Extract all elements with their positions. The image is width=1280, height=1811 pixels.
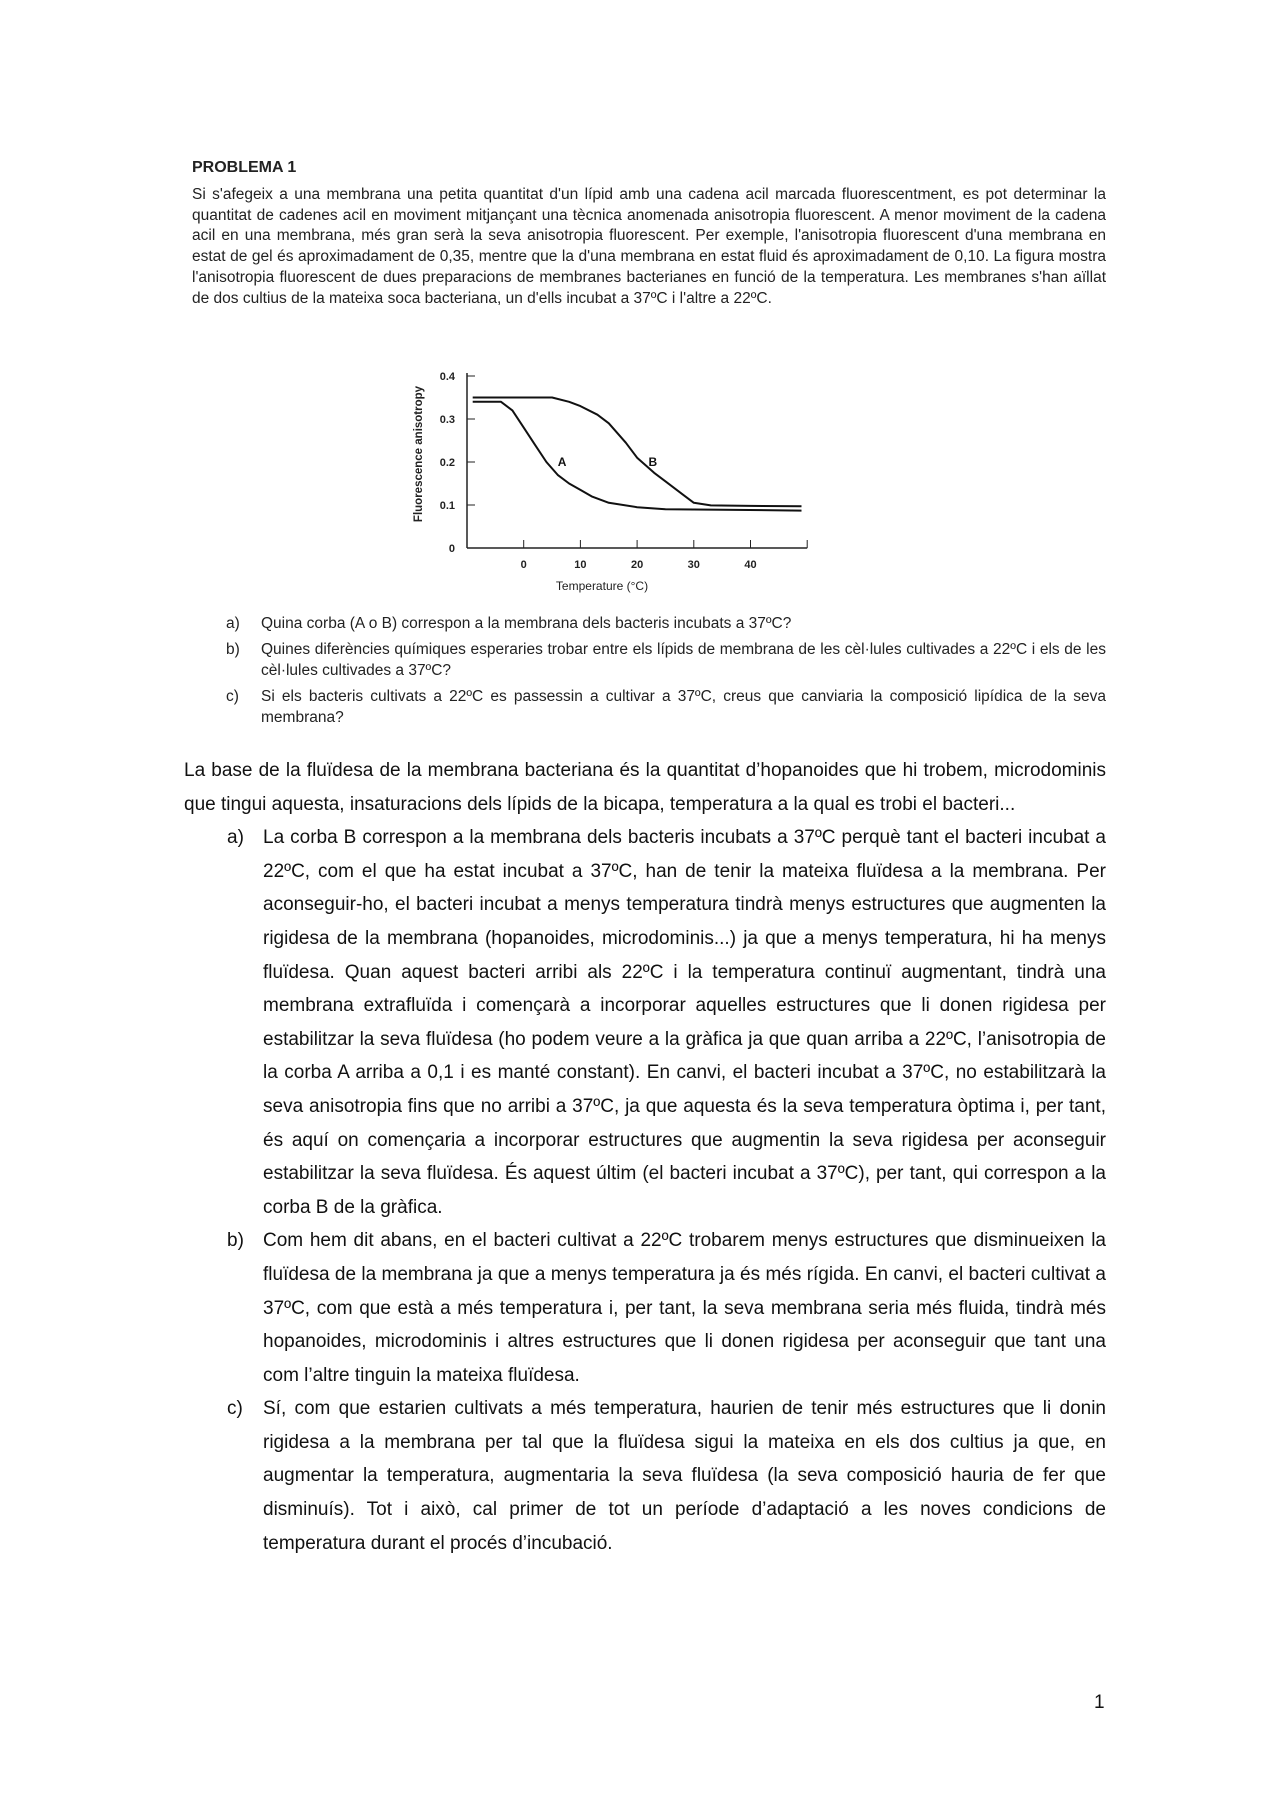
y-tick-label: 0.4 — [439, 371, 455, 383]
question-item — [226, 686, 1106, 728]
x-axis-label: Temperature (°C) — [555, 579, 649, 593]
answer-label: b) — [227, 1230, 244, 1252]
question-item — [226, 639, 1106, 681]
answer-text: La corba B correspon a la membrana dels bacteris incubats a 37ºC perquè tant el bacteri incubat a 22ºC, com el que ha estat incubat a 37ºC, han de tenir la mateixa fluïdesa a la membrana. Per aconseguir-ho, el bacteri incubat a menys temperatura tindrà menys estructures que augmenten la rigidesa de la membrana (hopanoides, microdominis...) ja que a menys temperatura, hi ha menys fluïdesa. Quan aquest bacteri arribi als 22ºC i la temperatura continuï augmentant, tindrà una membrana extrafluïda i començarà a incorporar aquelles estructures que li donen rigidesa per estabilitzar la seva fluïdesa (ho podem veure a la gràfica ja que quan arriba a 22ºC, l’anisotropia de la corba A arriba a 0,1 i es manté constant). En canvi, el bacteri incubat a 37ºC, no estabilitzarà la seva anisotropia fins que no arribi a 37ºC, ja que aquesta és la seva temperatura òptima i, per tant, és aquí on començaria a incorporar estructures que augmentin la seva rigidesa per aconseguir estabilitzar la seva fluïdesa. És aquest últim (el bacteri incubat a 37ºC), per tant, qui correspon a la corba B de la gràfica. — [263, 827, 1106, 1218]
question-item — [226, 613, 1106, 634]
anisotropy-chart — [390, 360, 830, 610]
answer-item — [184, 821, 1106, 1224]
question-label: a) — [226, 615, 240, 632]
answer-item — [184, 1392, 1106, 1560]
curve-label-b: B — [648, 455, 658, 469]
answer-text: Sí, com que estarien cultivats a més temperatura, haurien de tenir més estructures que li donin rigidesa a la membrana per tal que la fluïdesa sigui la mateixa en els dos cultius ja que, en augmentar la temperatura, augmentaria la seva fluïdesa (la seva composició hauria de fer que disminuís). Tot i això, cal primer de tot un període d’adaptació a les noves condicions de temperatura durant el procés d’incubació. — [263, 1398, 1106, 1554]
problem-statement — [192, 158, 1106, 310]
x-tick-label: 30 — [687, 559, 700, 571]
answer-label: c) — [227, 1398, 243, 1420]
y-tick-label: 0.3 — [439, 414, 455, 426]
answer-item — [184, 1224, 1106, 1392]
question-text: Quines diferències químiques esperaries trobar entre els lípids de membrana de les cèl·lules cultivades a 22ºC i els de les cèl·lules cultivades a 37ºC? — [261, 641, 1106, 679]
answer-text: Com hem dit abans, en el bacteri cultivat a 22ºC trobarem menys estructures que disminueixen la fluïdesa de la membrana ja que a menys temperatura ja és més rígida. En canvi, el bacteri cultivat a 37ºC, com que està a més temperatura i, per tant, la seva membrana seria més fluida, tindrà més hopanoides, microdominis i altres estructures que li donen rigidesa per aconseguir que tant una com l’altre tinguin la mateixa fluïdesa. — [263, 1230, 1106, 1386]
curve-b — [473, 398, 802, 507]
page-number: 1 — [1094, 1692, 1105, 1713]
y-tick-label: 0.2 — [439, 457, 455, 469]
question-list — [226, 613, 1106, 733]
answer-section — [184, 754, 1106, 1560]
y-tick-label: 0 — [448, 543, 455, 555]
y-axis-label: Fluorescence anisotropy — [413, 385, 425, 523]
x-tick-label: 20 — [630, 559, 644, 571]
curve-label-a: A — [557, 455, 567, 469]
problem-title: PROBLEMA 1 — [192, 159, 297, 176]
answer-label: a) — [227, 827, 244, 849]
problem-text: Si s'afegeix a una membrana una petita quantitat d'un lípid amb una cadena acil marcada fluorescentment, es pot determinar la quantitat de cadenes acil en moviment mitjançant una tècnica anomenada anisotropia fluorescent. A menor moviment de la cadena acil en una membrana, més gran serà la seva anisotropia fluorescent. Per exemple, l'anisotropia fluorescent d'una membrana en estat de gel és aproximadament de 0,35, mentre que la d'una membrana en estat fluid és aproximadament de 0,10. La figura mostra l'anisotropia fluorescent de dues preparacions de membranes bacterianes en funció de la temperatura. Les membranes s'han aïllat de dos cultius de la mateixa soca bacteriana, un d'ells incubat a 37ºC i l'altre a 22ºC. — [192, 185, 1106, 307]
question-text: Quina corba (A o B) correspon a la membrana dels bacteris incubats a 37ºC? — [261, 615, 792, 632]
x-tick-label: 0 — [520, 559, 527, 571]
answer-intro: La base de la fluïdesa de la membrana bacteriana és la quantitat d’hopanoides que hi trobem, microdominis que tingui aquesta, insaturacions dels lípids de la bicapa, temperatura a la qual es trobi el bacteri... — [184, 760, 1106, 815]
question-text: Si els bacteris cultivats a 22ºC es passessin a cultivar a 37ºC, creus que canviaria la composició lipídica de la seva membrana? — [261, 688, 1106, 726]
question-label: c) — [226, 688, 239, 705]
question-label: b) — [226, 641, 240, 658]
x-tick-label: 10 — [574, 559, 587, 571]
y-tick-label: 0.1 — [439, 500, 455, 512]
x-tick-label: 40 — [744, 559, 757, 571]
